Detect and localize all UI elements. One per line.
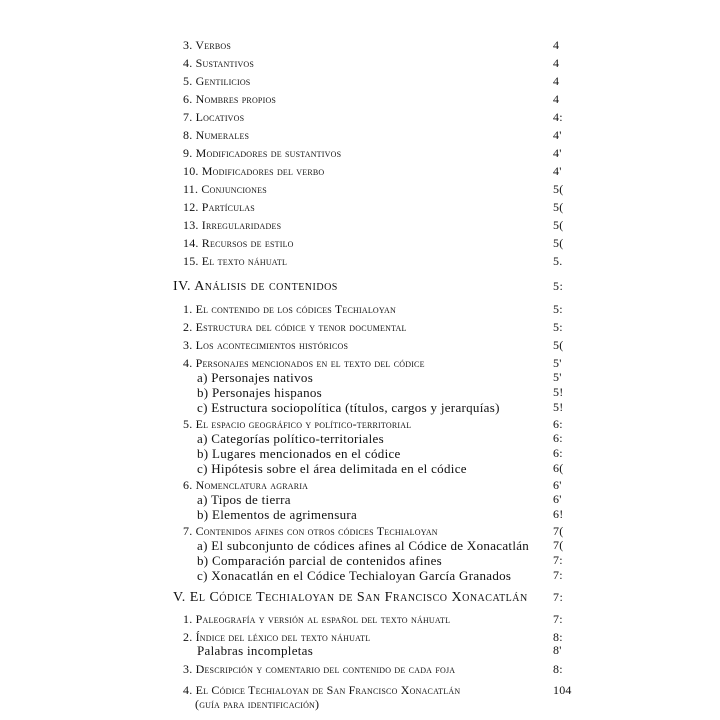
toc-subentry-page: 6: xyxy=(553,431,563,445)
toc-subentry-page: 7: xyxy=(553,553,563,567)
toc-entry-label: 10. Modificadores del verbo xyxy=(183,164,325,178)
toc-entry-continuation xyxy=(183,697,563,715)
toc-subentry-label: a) Tipos de tierra xyxy=(197,492,291,507)
toc-entry-page: 5( xyxy=(553,182,564,196)
toc-entry-label: 5. El espacio geográfico y político-territorial xyxy=(183,417,412,431)
toc-subentry-page: 5' xyxy=(553,370,562,384)
toc-entry-page: 104 xyxy=(553,683,572,697)
toc-entry-label: 15. El texto náhuatl xyxy=(183,254,288,268)
toc-entry-page: 8: xyxy=(553,630,563,644)
toc-entry-label: 9. Modificadores de sustantivos xyxy=(183,146,342,160)
toc-subentry-label: b) Personajes hispanos xyxy=(197,385,323,400)
toc-chapter-heading xyxy=(173,279,565,297)
toc-entry-page: 4 xyxy=(553,74,560,88)
toc-entry-label: 4. El Códice Techialoyan de San Francisco Xonacatlán xyxy=(183,683,461,697)
toc-entry-page: 4' xyxy=(553,164,562,178)
toc-entry-label: 13. Irregularidades xyxy=(183,218,282,232)
toc-subentry-page: 5! xyxy=(553,385,564,399)
toc-chapter-page: 7: xyxy=(553,590,564,604)
toc-entry xyxy=(183,92,563,110)
toc-entry xyxy=(183,146,563,164)
toc-entry-page: 5. xyxy=(553,254,563,268)
toc-entry-page: 4 xyxy=(553,56,560,70)
toc-entry-label: (guía para identificación) xyxy=(195,697,320,711)
toc-entry xyxy=(183,164,563,182)
toc-entry-page: 4: xyxy=(553,110,563,124)
toc-entry-page: 5( xyxy=(553,200,564,214)
toc-entry-label: 1. Paleografía y versión al español del texto náhuatl xyxy=(183,612,451,626)
toc-entry-label: 2. Estructura del códice y tenor documental xyxy=(183,320,407,334)
toc-entry xyxy=(183,74,563,92)
toc-subentry-label: c) Hipótesis sobre el área delimitada en el códice xyxy=(197,461,467,476)
toc-entry-label: 12. Partículas xyxy=(183,200,255,214)
toc-entry-label: 1. El contenido de los códices Techialoyan xyxy=(183,302,396,316)
toc-chapter-page: 5: xyxy=(553,279,564,293)
toc-entry-label: 7. Contenidos afines con otros códices Techialoyan xyxy=(183,524,438,538)
toc-subentry-page: 7( xyxy=(553,538,564,552)
toc-entry-label: 3. Los acontecimientos históricos xyxy=(183,338,349,352)
toc-subentry xyxy=(183,461,563,479)
toc-entry-page: 7( xyxy=(553,524,564,538)
toc-entry-page: 4 xyxy=(553,92,560,106)
toc-subentry-label: a) Categorías político-territoriales xyxy=(197,431,384,446)
toc-subentry xyxy=(183,643,563,661)
toc-chapter-label: IV. Análisis de contenidos xyxy=(173,279,338,294)
toc-entry-label: 14. Recursos de estilo xyxy=(183,236,294,250)
toc-entry xyxy=(183,320,563,338)
toc-entry xyxy=(183,200,563,218)
toc-entry xyxy=(183,128,563,146)
toc-entry xyxy=(183,612,563,630)
toc-chapter-label: V. El Códice Techialoyan de San Francisco Xonacatlán xyxy=(173,590,528,605)
toc-entry-page: 5( xyxy=(553,338,564,352)
toc-entry-label: 4. Personajes mencionados en el texto del códice xyxy=(183,356,425,370)
toc-subentry xyxy=(183,507,563,525)
toc-entry-label: 3. Verbos xyxy=(183,38,232,52)
toc-subentry-page: 6' xyxy=(553,492,562,506)
toc-subentry-label: c) Estructura sociopolítica (títulos, cargos y jerarquías) xyxy=(197,400,500,415)
toc-entry-page: 5( xyxy=(553,236,564,250)
toc-entry xyxy=(183,56,563,74)
toc-entry xyxy=(183,338,563,356)
toc-entry-page: 5: xyxy=(553,320,563,334)
toc-subentry-label: Palabras incompletas xyxy=(197,643,314,658)
toc-subentry-page: 7: xyxy=(553,568,563,582)
toc-subentry xyxy=(183,400,563,418)
toc-subentry-label: b) Comparación parcial de contenidos afines xyxy=(197,553,443,568)
toc-entry-page: 5( xyxy=(553,218,564,232)
toc-entry-label: 2. Índice del léxico del texto náhuatl xyxy=(183,630,371,644)
toc-entry xyxy=(183,662,563,680)
toc-subentry-label: a) Personajes nativos xyxy=(197,370,314,385)
toc-entry-page: 4 xyxy=(553,38,560,52)
toc-subentry-page: 5! xyxy=(553,400,564,414)
toc-entry-label: 6. Nombres propios xyxy=(183,92,277,106)
toc-entry-label: 11. Conjunciones xyxy=(183,182,267,196)
toc-entry-page: 6: xyxy=(553,417,563,431)
toc-entry-page: 8: xyxy=(553,662,563,676)
toc-entry-page: 6' xyxy=(553,478,562,492)
toc-subentry-page: 6! xyxy=(553,507,564,521)
toc-subentry xyxy=(183,568,563,586)
toc-entry xyxy=(183,254,563,272)
toc-subentry-label: a) El subconjunto de códices afines al Códice de Xonacatlán xyxy=(197,538,530,553)
toc-entry xyxy=(183,302,563,320)
toc-entry-label: 6. Nomenclatura agraria xyxy=(183,478,309,492)
toc-entry-page: 4' xyxy=(553,128,562,142)
toc-entry-label: 8. Numerales xyxy=(183,128,250,142)
toc-entry-page: 4' xyxy=(553,146,562,160)
toc-entry-label: 7. Locativos xyxy=(183,110,245,124)
toc-subentry-page: 6( xyxy=(553,461,564,475)
toc-chapter-heading xyxy=(173,590,565,608)
toc-subentry-page: 8' xyxy=(553,643,562,657)
toc-subentry-page: 6: xyxy=(553,446,563,460)
toc-entry xyxy=(183,110,563,128)
toc-entry xyxy=(183,182,563,200)
toc-entry xyxy=(183,218,563,236)
toc-subentry-label: b) Lugares mencionados en el códice xyxy=(197,446,401,461)
toc-entry xyxy=(183,236,563,254)
toc-entry-page: 7: xyxy=(553,612,563,626)
toc-subentry-label: c) Xonacatlán en el Códice Techialoyan García Granados xyxy=(197,568,512,583)
toc-subentry-label: b) Elementos de agrimensura xyxy=(197,507,358,522)
toc-entry-page: 5' xyxy=(553,356,562,370)
toc-entry-label: 5. Gentilicios xyxy=(183,74,251,88)
toc-entry-label: 3. Descripción y comentario del contenido de cada foja xyxy=(183,662,456,676)
toc-entry-page: 5: xyxy=(553,302,563,316)
toc-entry xyxy=(183,38,563,56)
toc-entry-label: 4. Sustantivos xyxy=(183,56,255,70)
